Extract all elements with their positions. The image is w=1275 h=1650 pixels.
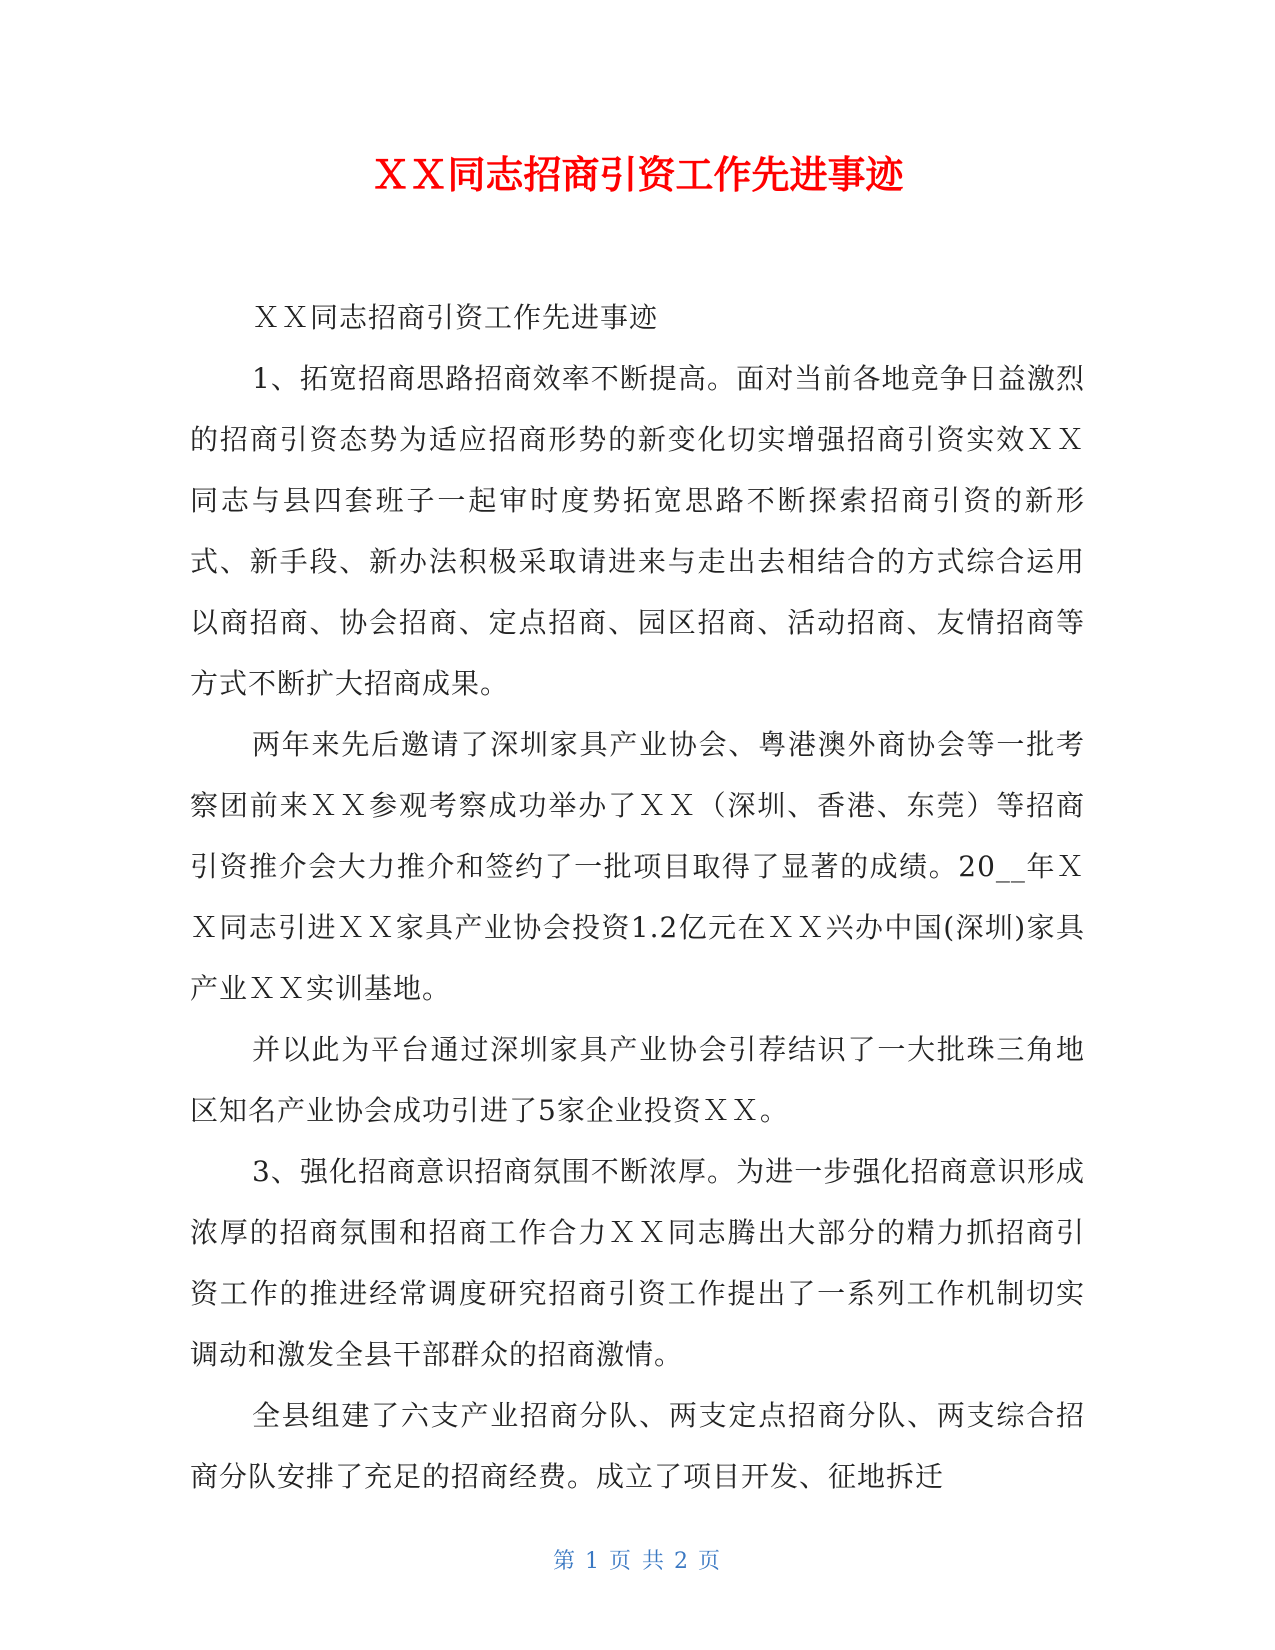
page-label-mid: 页 共 bbox=[609, 1549, 666, 1574]
current-page-number: 1 bbox=[585, 1549, 601, 1574]
page-footer bbox=[0, 1544, 1275, 1575]
document-title: ＸＸ同志招商引资工作先进事迹 bbox=[371, 153, 904, 197]
paragraph: 全县组建了六支产业招商分队、两支定点招商分队、两支综合招商分队安排了充足的招商经费。成立了项目开发、征地拆迁 bbox=[190, 1399, 1085, 1493]
document-body bbox=[190, 287, 1085, 1507]
page-label-prefix: 第 bbox=[552, 1549, 577, 1574]
paragraph: 1、拓宽招商思路招商效率不断提高。面对当前各地竞争日益激烈的招商引资态势为适应招商形势的新变化切实增强招商引资实效ＸＸ同志与县四套班子一起审时度势拓宽思路不断探索招商引资的新形式、新手段、新办法积极采取请进来与走出去相结合的方式综合运用以商招商、协会招商、定点招商、园区招商、活动招商、友情招商等方式不断扩大招商成果。 bbox=[190, 362, 1085, 700]
paragraph: 3、强化招商意识招商氛围不断浓厚。为进一步强化招商意识形成浓厚的招商氛围和招商工作合力ＸＸ同志腾出大部分的精力抓招商引资工作的推进经常调度研究招商引资工作提出了一系列工作机制切实调动和激发全县干部群众的招商激情。 bbox=[190, 1155, 1085, 1371]
total-pages-number: 2 bbox=[674, 1549, 690, 1574]
paragraph: 并以此为平台通过深圳家具产业协会引荐结识了一大批珠三角地区知名产业协会成功引进了5家企业投资ＸＸ。 bbox=[190, 1033, 1085, 1127]
page-label-suffix: 页 bbox=[698, 1549, 723, 1574]
paragraph: 两年来先后邀请了深圳家具产业协会、粤港澳外商协会等一批考察团前来ＸＸ参观考察成功举办了ＸＸ（深圳、香港、东莞）等招商引资推介会大力推介和签约了一批项目取得了显著的成绩。20__年ＸＸ同志引进ＸＸ家具产业协会投资1.2亿元在ＸＸ兴办中国(深圳)家具产业ＸＸ实训基地。 bbox=[190, 728, 1085, 1005]
paragraph-subtitle: ＸＸ同志招商引资工作先进事迹 bbox=[252, 301, 659, 334]
